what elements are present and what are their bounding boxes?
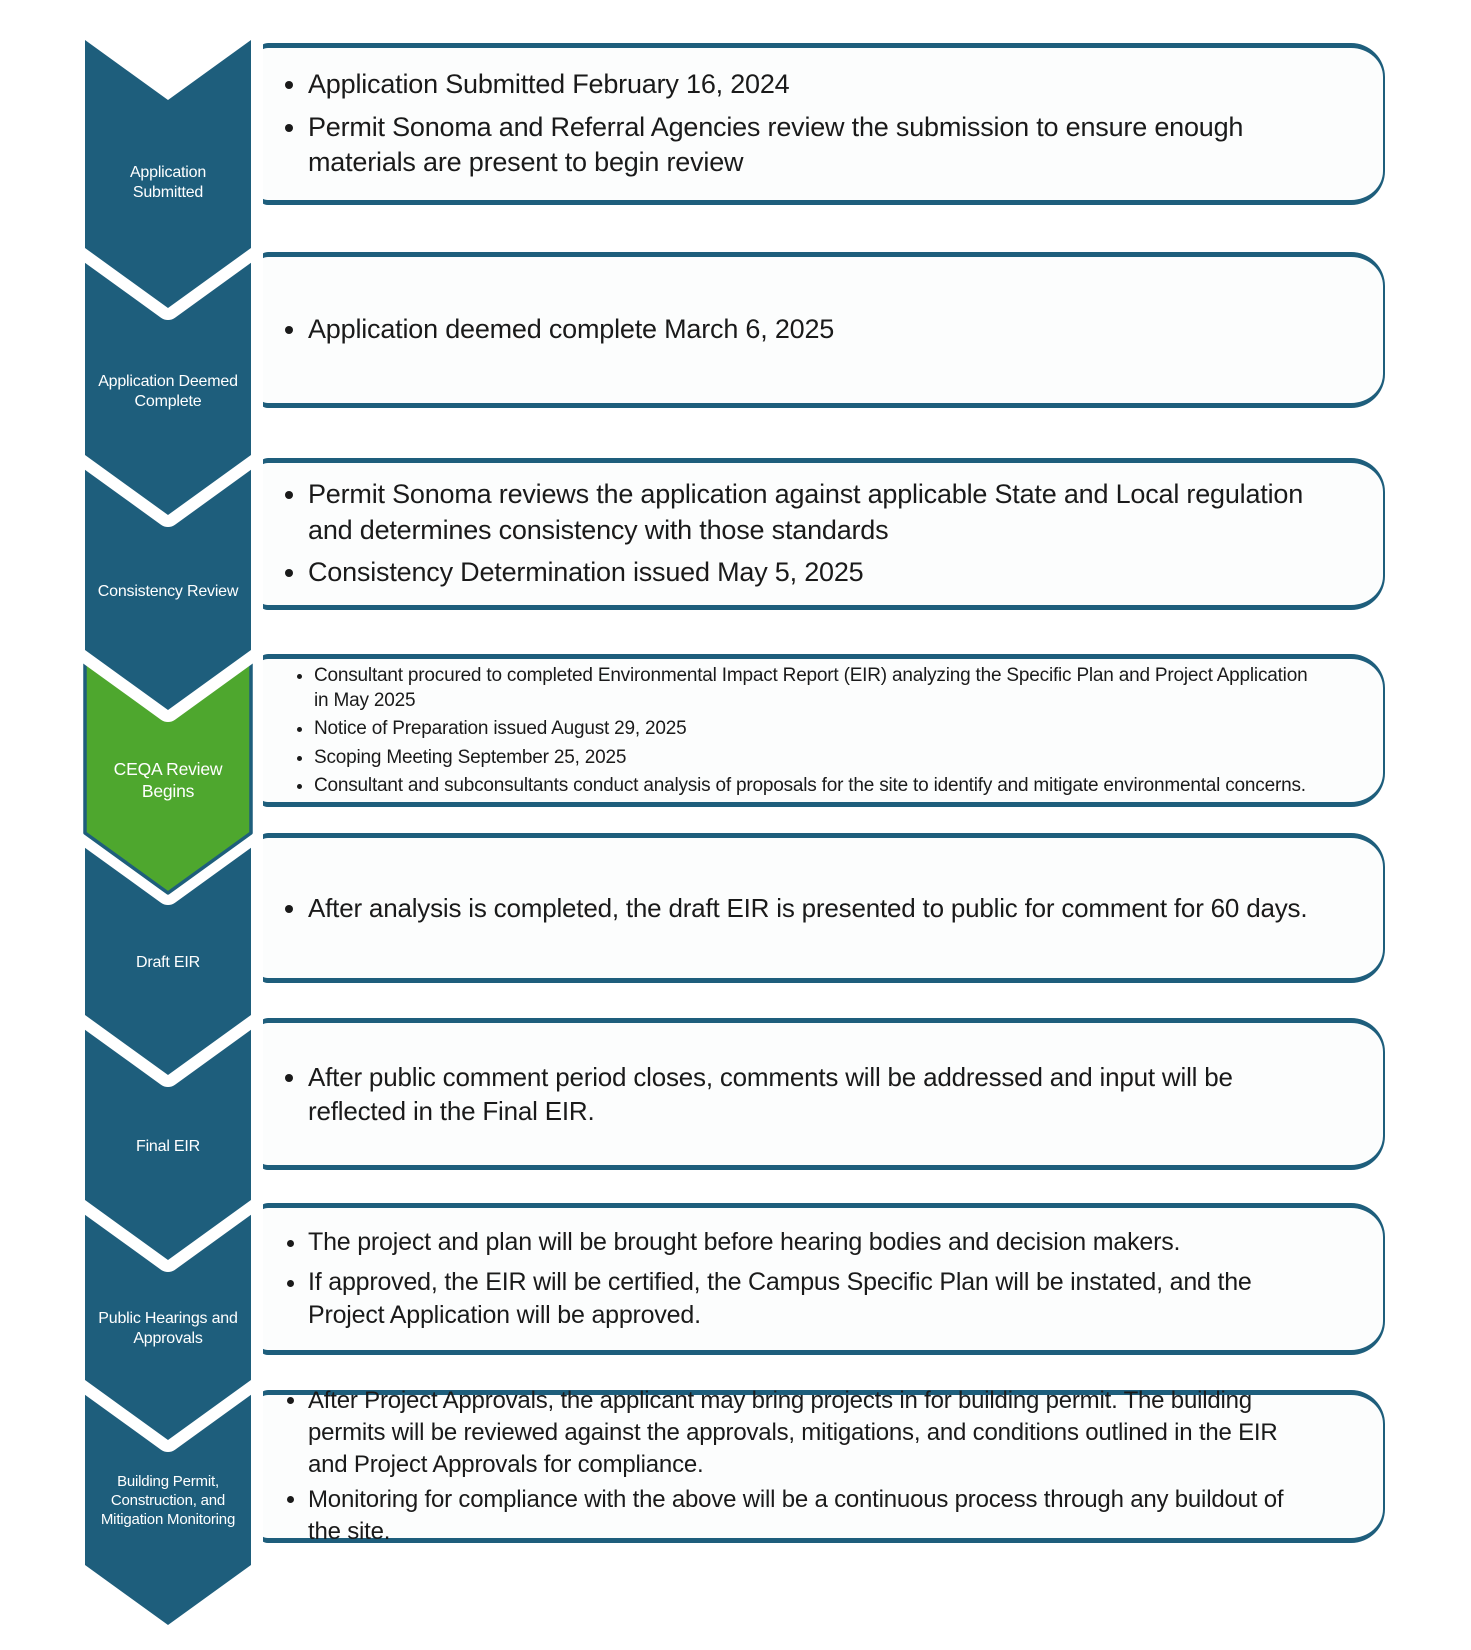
bullet-item: • The project and plan will be brought before hearing bodies and decision makers. <box>308 1226 1313 1259</box>
bullet-list <box>266 470 1313 598</box>
step-label: Draft EIR <box>136 954 200 971</box>
box-final-eir <box>258 1018 1385 1170</box>
bullet-item: • Permit Sonoma and Referral Agencies review the submission to ensure enough materials are present to begin review <box>308 110 1313 181</box>
bullet-list <box>266 660 1313 800</box>
bullet-item: • Application Submitted February 16, 2024 <box>308 67 1313 103</box>
step-label: CEQA Review Begins <box>113 758 223 801</box>
bullet-list <box>266 1053 1313 1136</box>
bullet-item: • Notice of Preparation issued August 29, 2025 <box>314 716 1313 741</box>
bullet-item: • Scoping Meeting September 25, 2025 <box>314 745 1313 770</box>
step-label: Final EIR <box>136 1137 200 1155</box>
step-label: Building Permit, Construction, and Mitigation Monitoring <box>100 1473 236 1528</box>
step-label: Public Hearings and Approvals <box>98 1310 238 1347</box>
box-draft-eir <box>258 833 1385 983</box>
bullet-item: • After Project Approvals, the applicant may bring projects in for building permit. The building permits will be reviewed against the approvals, mitigations, and conditions outlined in the EIR and Project Approvals for compliance. <box>308 1385 1313 1480</box>
bullet-list <box>266 1219 1313 1339</box>
box-public-hearings-approvals <box>258 1203 1385 1355</box>
bullet-item: • Consultant and subconsultants conduct analysis of proposals for the site to identify and mitigate environmental concerns. <box>314 773 1313 798</box>
step-label: Application Submitted <box>129 164 207 201</box>
bullet-item: • Application deemed complete March 6, 2025 <box>308 312 834 348</box>
box-ceqa-review-begins <box>258 654 1385 807</box>
step-label: Consistency Review <box>97 582 239 600</box>
bullet-item: • After analysis is completed, the draft EIR is presented to public for comment for 60 days. <box>308 891 1307 925</box>
bullet-item: • Permit Sonoma reviews the application against applicable State and Local regulation and determines consistency with those standards <box>308 477 1313 548</box>
bullet-item: • Monitoring for compliance with the above will be a continuous process through any buildout of the site. <box>308 1484 1313 1547</box>
bullet-list <box>266 305 834 355</box>
box-application-submitted <box>258 43 1385 205</box>
bullet-list <box>266 884 1307 932</box>
bullet-item: • After public comment period closes, comments will be addressed and input will be reflected in the Final EIR. <box>308 1060 1313 1129</box>
box-consistency-review <box>258 458 1385 610</box>
box-application-deemed-complete <box>258 252 1385 408</box>
bullet-list <box>266 1381 1313 1551</box>
bullet-item: • If approved, the EIR will be certified, the Campus Specific Plan will be instated, and the Project Application will be approved. <box>308 1266 1313 1332</box>
bullet-list <box>266 60 1313 188</box>
chevron-application-submitted <box>85 40 251 308</box>
bullet-item: • Consistency Determination issued May 5, 2025 <box>308 555 1313 591</box>
step-label: Application Deemed Complete <box>98 372 238 410</box>
bullet-item: • Consultant procured to completed Environmental Impact Report (EIR) analyzing the Specific Plan and Project Application in May 2025 <box>314 663 1313 713</box>
box-building-permit-monitoring <box>258 1387 1385 1546</box>
